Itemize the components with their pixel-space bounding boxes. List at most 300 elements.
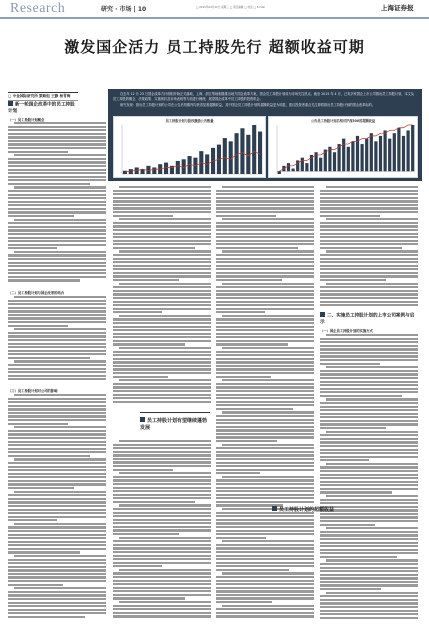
text-line [14, 360, 106, 362]
text-line [119, 504, 211, 506]
text-line [216, 236, 314, 238]
text-line [326, 250, 418, 252]
text-line [216, 318, 314, 320]
text-line [8, 325, 68, 327]
text-line [216, 240, 314, 242]
chart-bar [383, 130, 386, 171]
text-line [113, 394, 211, 396]
text-line [320, 395, 402, 397]
text-line [8, 126, 106, 128]
chart-bar [374, 141, 377, 171]
text-line [216, 469, 314, 471]
text-line [320, 438, 418, 440]
text-line [216, 497, 314, 499]
text-line [326, 495, 418, 497]
text-line [320, 247, 402, 249]
text-line [113, 211, 211, 213]
text-line [320, 427, 386, 429]
text-line [8, 179, 106, 181]
text-line [216, 390, 314, 392]
text-line [320, 261, 418, 263]
text-line [14, 587, 106, 589]
text-line [320, 193, 418, 195]
text-line [216, 458, 314, 460]
text-line [8, 194, 106, 196]
text-line [8, 569, 106, 571]
text-line [216, 501, 314, 503]
text-line [119, 218, 211, 220]
text-line [8, 591, 106, 593]
text-line [113, 479, 211, 481]
text-block-8 [320, 334, 418, 622]
text-line [8, 265, 106, 267]
text-line [326, 398, 418, 400]
text-line [320, 355, 418, 357]
text-line [8, 136, 106, 138]
chart-bar [406, 130, 409, 171]
text-line [216, 583, 314, 585]
text-line [320, 520, 418, 522]
text-line [320, 516, 418, 518]
sub-heading-2: （二）员工持股计划与国企改革的结合 [8, 291, 65, 295]
text-line [113, 236, 211, 238]
text-line [119, 440, 211, 442]
text-line [320, 459, 369, 461]
text-line [216, 311, 265, 313]
text-line [216, 608, 314, 610]
text-line [8, 204, 106, 206]
text-line [320, 301, 418, 303]
text-line [113, 311, 162, 313]
text-line [216, 422, 314, 424]
text-line [8, 158, 106, 160]
intro-paragraph-1: 自去年 12 月 23 日国企改革方针细则开始正式落地，上海、浙江等地相继推出地方国企改革方案，国企员工持股计划成为市场关注热点。截至 2015 年 4 月，已有多家国企上市公司推出员工持股计划，本文从员工持股的概念、法规政策、实施现状及市场表现等方面进行梳理，展望国企改革中员工持股的投资机会。 [113, 92, 415, 101]
text-line [113, 551, 211, 553]
text-line [8, 307, 106, 309]
text-line [216, 530, 314, 532]
text-line [8, 129, 106, 131]
low-section-title [272, 506, 342, 514]
text-line [216, 304, 314, 306]
text-line [113, 533, 179, 535]
text-line [113, 594, 211, 596]
text-line [14, 555, 106, 557]
text-line [119, 537, 211, 539]
text-line [320, 211, 418, 213]
text-line [216, 293, 314, 295]
text-line [113, 361, 211, 363]
text-line [14, 219, 106, 221]
text-line [8, 169, 106, 171]
chart-bar [252, 125, 256, 174]
text-line [8, 433, 106, 435]
text-line [216, 394, 314, 396]
text-line [113, 558, 211, 560]
section-heading-2-text: 二、实施员工持股计划的上市公司案例与启示 [320, 313, 415, 325]
text-line [113, 272, 211, 274]
text-line [216, 490, 314, 492]
text-line [8, 269, 106, 271]
text-line [320, 610, 418, 612]
text-line [113, 247, 195, 249]
text-line [222, 250, 314, 252]
text-block-4 [113, 186, 211, 408]
text-block-5 [216, 186, 314, 622]
text-line [8, 541, 106, 543]
text-line [216, 272, 314, 274]
text-line [113, 522, 211, 524]
text-line [320, 445, 418, 447]
chart-bar [296, 160, 299, 171]
text-line [320, 449, 418, 451]
text-line [14, 458, 106, 460]
text-line [320, 338, 418, 340]
text-line [216, 558, 314, 560]
text-line [8, 466, 106, 468]
text-line [216, 200, 314, 202]
text-line [320, 384, 418, 386]
text-line [8, 244, 106, 246]
text-line [14, 122, 106, 124]
text-line [119, 315, 211, 317]
text-line [113, 597, 185, 599]
text-line [113, 225, 211, 227]
text-line [8, 559, 106, 561]
text-line [222, 283, 314, 285]
text-line [14, 394, 106, 396]
text-line [14, 523, 106, 525]
text-line [320, 584, 418, 586]
text-line [216, 204, 314, 206]
text-line [320, 297, 418, 299]
text-line [216, 333, 314, 335]
text-line [326, 463, 418, 465]
text-line [216, 286, 314, 288]
text-line [8, 430, 106, 432]
text-line [113, 397, 211, 399]
text-line [320, 538, 418, 540]
text-line [8, 339, 106, 341]
text-line [113, 358, 211, 360]
text-line [320, 423, 418, 425]
text-line [216, 275, 314, 277]
text-line [216, 215, 276, 217]
text-line [216, 401, 314, 403]
chart-bar [379, 136, 382, 171]
text-line [8, 165, 106, 167]
text-line [216, 190, 314, 192]
text-line [113, 476, 211, 478]
chart-bar [393, 133, 396, 171]
text-line [222, 315, 314, 317]
text-line [113, 336, 211, 338]
text-line [216, 301, 314, 303]
text-line [320, 381, 418, 383]
text-block-1 [8, 122, 106, 287]
text-line [320, 481, 418, 483]
text-line [113, 483, 211, 485]
text-line [216, 415, 314, 417]
chart-bar [370, 133, 373, 171]
text-line [8, 350, 106, 352]
text-line [320, 286, 418, 288]
text-line [320, 470, 418, 472]
text-line [113, 515, 211, 517]
newspaper-logo: 上海证券报 [381, 4, 414, 12]
text-line [8, 530, 106, 532]
text-line [119, 283, 211, 285]
text-line [320, 502, 418, 504]
text-line [113, 444, 211, 446]
chart-bar [342, 139, 345, 172]
text-block-6 [320, 186, 418, 310]
text-line [8, 473, 106, 475]
text-line [320, 570, 418, 572]
section-heading-2 [320, 312, 418, 326]
text-line [8, 343, 106, 345]
chart-plan-counts-svg [114, 117, 267, 179]
chart-bar [305, 163, 308, 171]
text-line [216, 408, 293, 410]
chart-excess-return [268, 116, 418, 178]
text-line [320, 534, 418, 536]
text-line [113, 243, 211, 245]
text-line [216, 436, 314, 438]
text-line [216, 433, 314, 435]
text-line [113, 286, 211, 288]
text-line [8, 398, 106, 400]
text-line [320, 617, 418, 619]
text-line [113, 608, 211, 610]
text-line [119, 250, 211, 252]
text-line [14, 328, 106, 330]
text-line [8, 526, 106, 528]
text-line [320, 275, 418, 277]
text-line [320, 595, 418, 597]
text-line [8, 254, 106, 256]
text-line [8, 566, 106, 568]
text-line [216, 479, 314, 481]
text-line [8, 408, 106, 410]
text-line [216, 522, 314, 524]
text-line [113, 447, 211, 449]
text-line [8, 133, 106, 135]
text-line [113, 329, 211, 331]
chart-bar [365, 139, 368, 172]
text-line [320, 409, 418, 411]
text-line [113, 229, 211, 231]
text-line [320, 363, 380, 365]
chart-bar [388, 139, 391, 172]
chart-bar [146, 166, 150, 174]
text-line [216, 340, 314, 342]
text-line [320, 466, 418, 468]
text-line [216, 343, 288, 345]
text-line [113, 562, 211, 564]
text-line [113, 297, 211, 299]
text-line [113, 322, 211, 324]
text-line [8, 509, 106, 511]
text-line [14, 251, 106, 253]
text-line [8, 576, 106, 578]
text-line [216, 308, 314, 310]
text-line [326, 366, 418, 368]
text-line [8, 353, 106, 355]
text-line [8, 412, 106, 414]
text-line [8, 314, 106, 316]
text-line [320, 577, 418, 579]
text-line [320, 563, 418, 565]
text-line [216, 462, 314, 464]
text-line [8, 335, 106, 337]
text-line [216, 580, 314, 582]
text-line [216, 429, 314, 431]
text-line [8, 140, 106, 142]
text-line [8, 469, 106, 471]
text-line [222, 411, 314, 413]
text-line [222, 218, 314, 220]
text-line [320, 606, 418, 608]
text-line [216, 222, 314, 224]
text-line [8, 151, 68, 153]
text-line [8, 562, 106, 564]
section-name-en: Research [10, 1, 66, 16]
text-line [8, 233, 106, 235]
text-line [216, 290, 314, 292]
text-line [113, 383, 211, 385]
text-line [8, 516, 106, 518]
text-line [216, 494, 314, 496]
chart-bar [360, 144, 363, 171]
text-line [320, 377, 418, 379]
text-line [119, 347, 211, 349]
text-line [216, 590, 314, 592]
text-line [8, 519, 57, 521]
text-line [216, 336, 314, 338]
text-line [216, 587, 314, 589]
text-line [216, 258, 314, 260]
text-line [113, 333, 211, 335]
text-line [113, 354, 211, 356]
text-line [8, 240, 106, 242]
text-line [216, 472, 260, 474]
text-line [216, 354, 314, 356]
text-line [8, 183, 90, 185]
text-line [113, 258, 211, 260]
text-line [216, 233, 314, 235]
text-line [8, 548, 106, 550]
text-line [8, 551, 80, 553]
text-line [8, 310, 106, 312]
chart-bar [301, 158, 304, 172]
text-line [320, 567, 418, 569]
text-line [222, 347, 314, 349]
text-line [8, 505, 106, 507]
text-line [216, 594, 314, 596]
text-line [222, 379, 314, 381]
text-line [216, 454, 314, 456]
text-line [113, 612, 211, 614]
text-line [8, 584, 63, 586]
text-line [320, 549, 418, 551]
text-line [216, 279, 282, 281]
chart-bar [287, 163, 290, 171]
text-line [113, 540, 211, 542]
text-line [113, 587, 211, 589]
text-line [113, 526, 211, 528]
text-line [8, 226, 106, 228]
text-line [320, 477, 418, 479]
text-line [216, 465, 314, 467]
page-headline: 激发国企活力 员工持股先行 超额收益可期 [64, 38, 365, 56]
text-line [216, 547, 314, 549]
text-line [14, 154, 106, 156]
text-line [8, 598, 106, 600]
text-line [8, 143, 106, 145]
text-line [216, 368, 314, 370]
text-line [326, 592, 418, 594]
text-block-3 [8, 394, 106, 622]
text-line [320, 345, 418, 347]
chart-bar [240, 128, 244, 174]
text-line [14, 296, 106, 298]
text-line [8, 229, 106, 231]
chart-bar [152, 167, 156, 174]
text-line [320, 229, 418, 231]
text-line [113, 576, 211, 578]
text-line [320, 484, 418, 486]
text-line [113, 304, 211, 306]
text-line [113, 268, 211, 270]
section-heading-1 [8, 101, 78, 115]
text-line [113, 351, 211, 353]
chart-bar [402, 136, 405, 171]
text-line [113, 544, 211, 546]
text-line [113, 265, 211, 267]
chart-bar [258, 132, 262, 174]
text-line [8, 415, 106, 417]
text-line [222, 444, 314, 446]
chart-bar [351, 141, 354, 171]
text-line [113, 390, 211, 392]
text-line [216, 440, 277, 442]
text-line [320, 416, 418, 418]
chart-bar [319, 158, 322, 172]
text-line [8, 544, 106, 546]
text-line [320, 545, 418, 547]
text-line [216, 322, 314, 324]
text-line [8, 594, 106, 596]
intro-paragraph-2: 研究发现：推出员工持股计划的公司在公告后短期内均获得显著超额收益，其中国企员工持股计划的超额收益更为明显，建议投资者重点关注即将推出员工持股计划的国企改革标的。 [120, 103, 375, 107]
text-line [8, 211, 106, 213]
text-line [320, 574, 418, 576]
text-line [113, 490, 211, 492]
text-line [113, 301, 211, 303]
text-line [8, 258, 106, 260]
text-line [320, 370, 418, 372]
text-line [113, 193, 211, 195]
text-block-7 [113, 440, 211, 622]
text-line [326, 283, 418, 285]
text-line [8, 161, 106, 163]
chart-bar [176, 161, 180, 174]
text-line [8, 262, 106, 264]
text-line [320, 602, 418, 604]
sub-heading-1: （一）员工持股计划概念 [8, 118, 45, 122]
text-line [8, 378, 106, 380]
text-line [320, 552, 418, 554]
text-line [326, 559, 418, 561]
